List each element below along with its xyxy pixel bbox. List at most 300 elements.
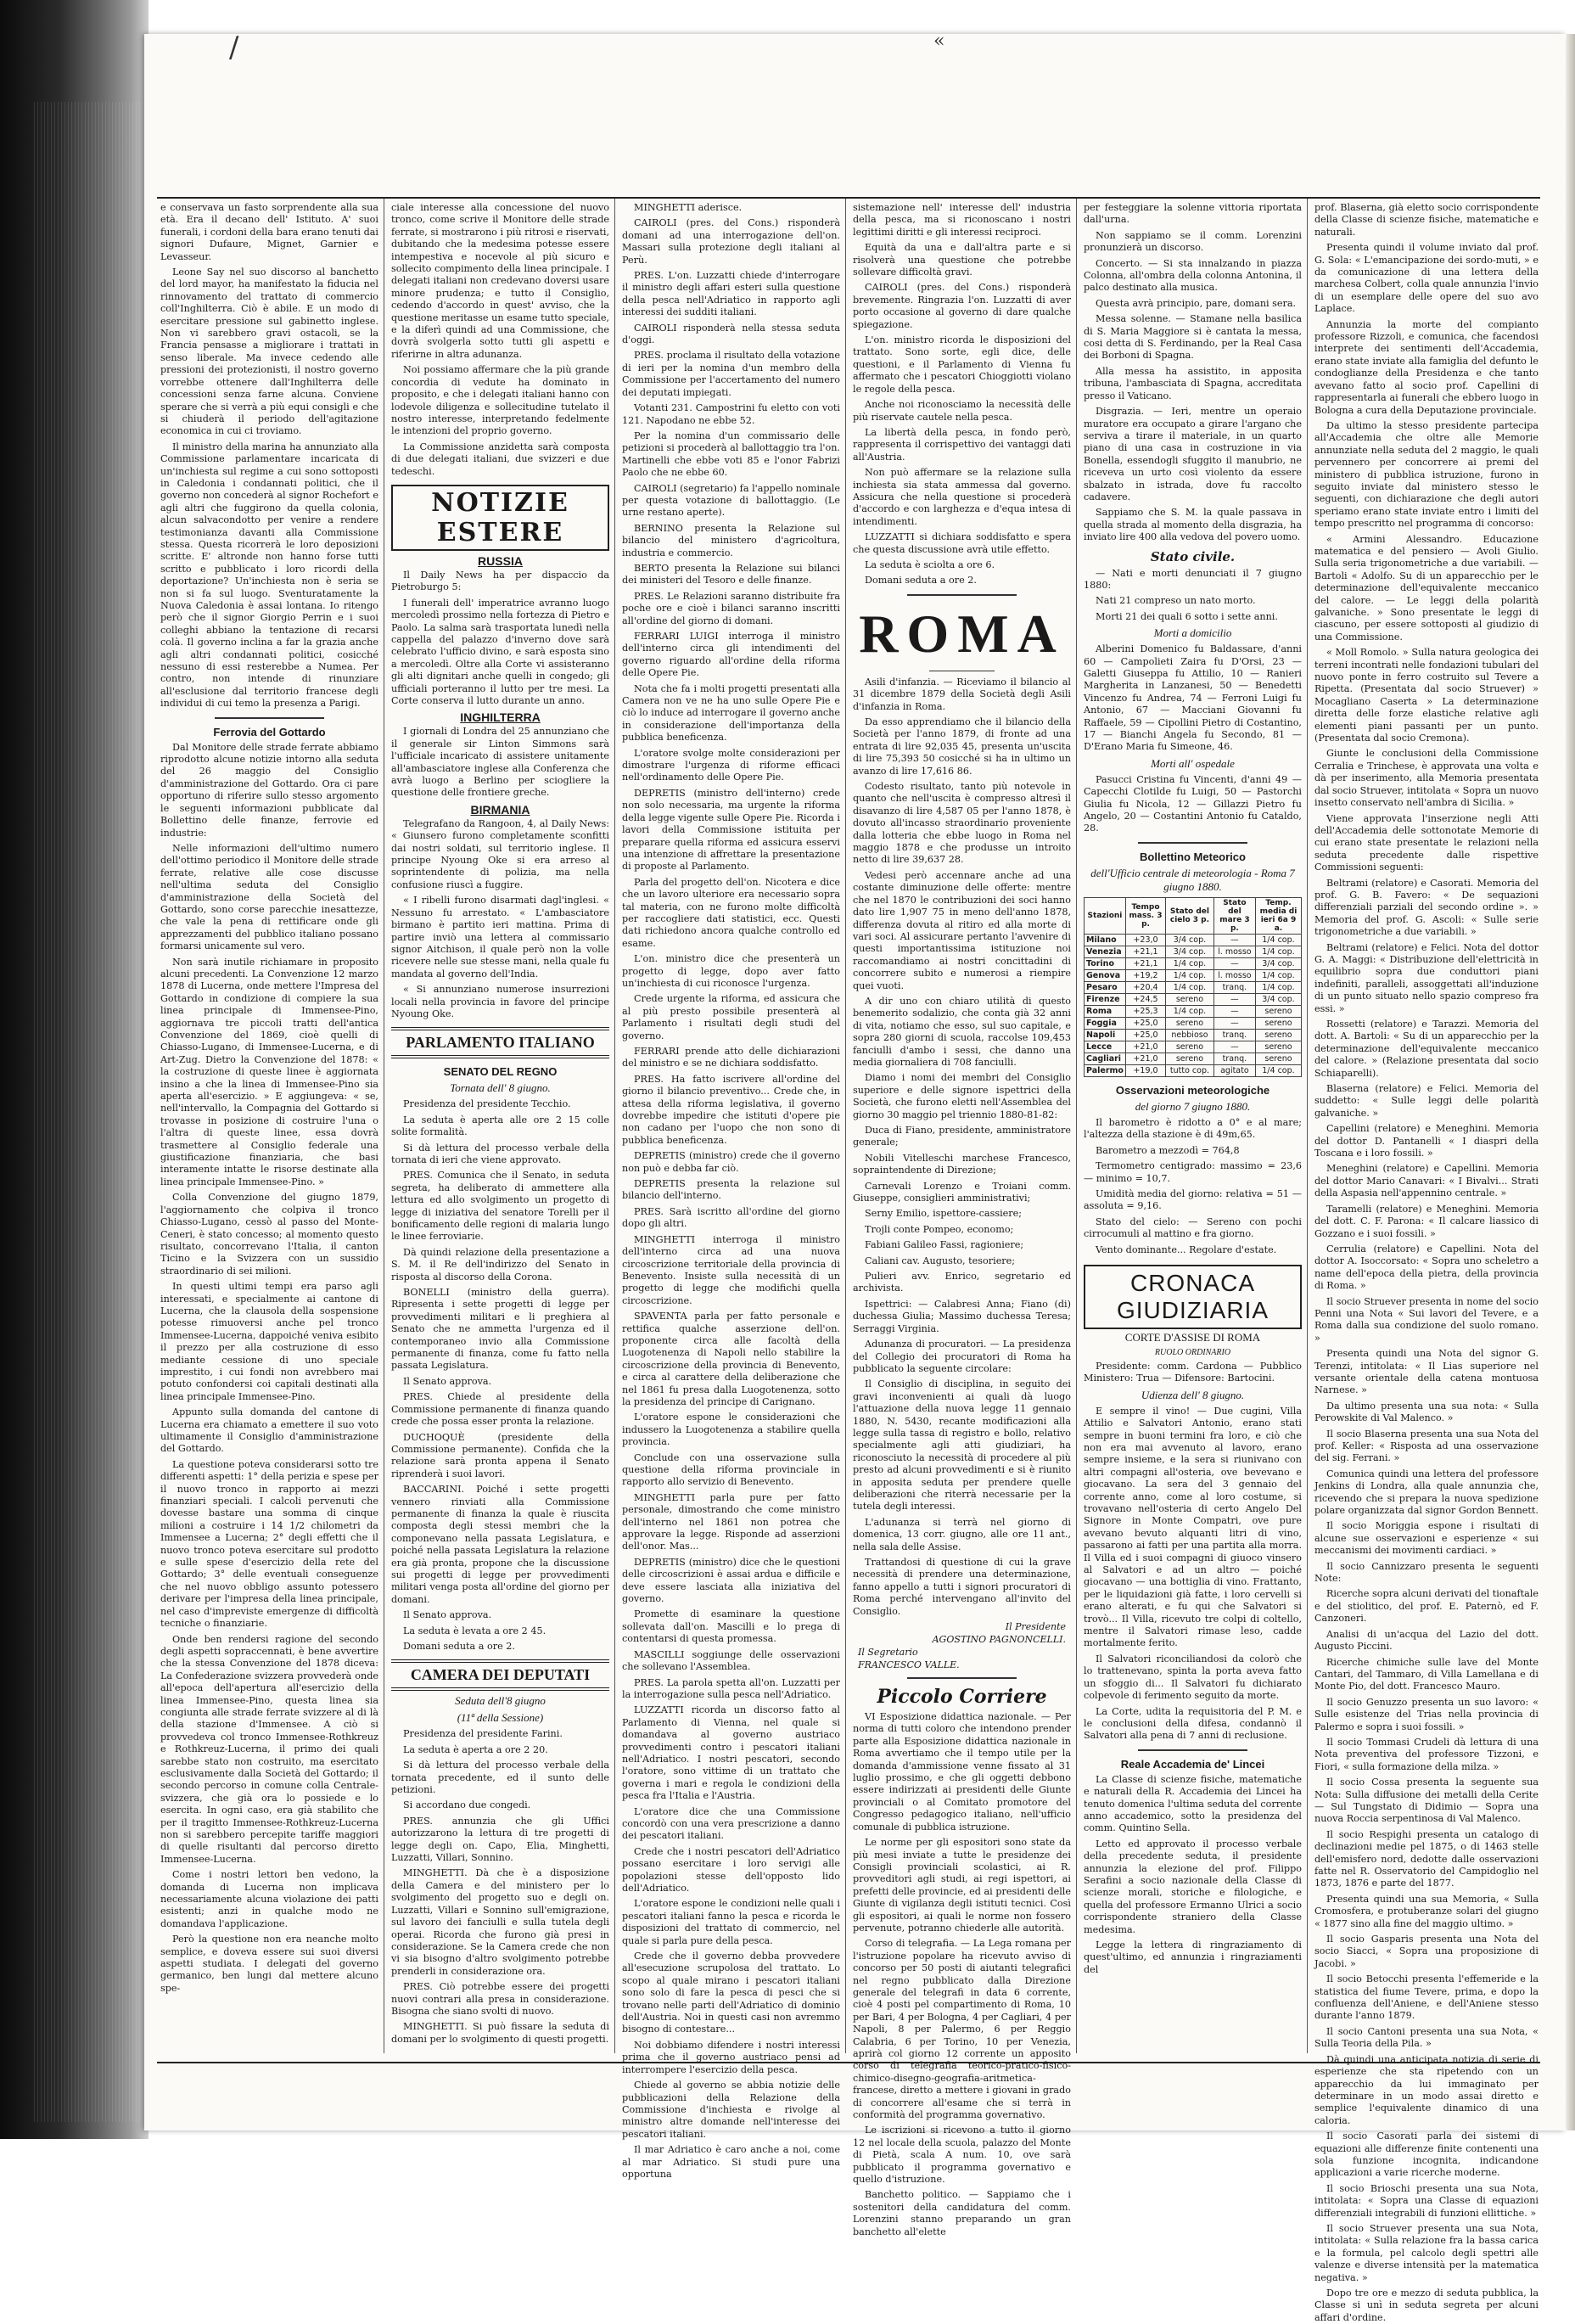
table-row xyxy=(1085,1029,1302,1041)
table-row xyxy=(1085,1053,1302,1064)
paragraph: DEPRETIS (ministro) dice che le questioni delle circoscrizioni è assai ardua e difficile e deve essere lasciata alla iniziativa del governo. xyxy=(622,1556,840,1605)
paragraph: Noi possiamo affermare che la più grande concordia di vedute ha dominato in proposito, e che i delegati italiani hanno con lodevole diligenza e sollecitudine tutelato il nostro interesse, interpretando fedelmente le intenzioni del proprio governo. xyxy=(391,364,609,437)
paragraph: Concerto. — Si sta innalzando in piazza Colonna, all'ombra della colonna Antonina, il palco destinato alla musica. xyxy=(1084,257,1302,294)
paragraph: Crede urgente la riforma, ed assicura che al più presto possibile presenterà al Parlamento i risultati degli studi del governo. xyxy=(622,993,840,1041)
paragraph: Presidente: comm. Cardona — Pubblico Ministero: Trua — Difensore: Bartocini. xyxy=(1084,1360,1302,1384)
paragraph: Leone Say nel suo discorso al banchetto del lord mayor, ha manifestato la fiducia nel rinnovamento del trattato di commercio coll'Inghilterra. Ciò è abile. E un modo di esercitare pressione sul gabinetto inglese. Non vi sarebbero gravi ostacoli, se la Francia pensasse a migliorare i trattati in senso liberale. Ma invece cedendo alle pressioni dei protezionisti, il nostro governo vorrebbe ottenere dall'Inghilterra delle concessioni senza farne alcuna. Conviene sperare che si verrà a più equi consigli e che si chiuderà il periodo dell'agitazione economica in cui ci troviamo. xyxy=(160,267,378,437)
paragraph: MINGHETTI. Si può fissare la seduta di domani per lo svolgimento di questi progetti. xyxy=(391,2021,609,2045)
paragraph: Presidenza del presidente Tecchio. xyxy=(403,1098,571,1110)
table-cell: tranq. xyxy=(1213,981,1255,993)
table-cell: +20,4 xyxy=(1125,981,1165,993)
paragraph: Da ultimo presenta una sua nota: « Sulla Perowskite di Val Malenco. » xyxy=(1314,1400,1539,1424)
paragraph: Pulieri avv. Enrico, segretario ed archivista. xyxy=(853,1271,1071,1294)
paragraph: Nelle informazioni dell'ultimo numero dell'ottimo periodico il Monitore delle strade ferrate, relative alle cose discusse nell'ultima seduta del Consiglio d'amministrazione della Società del Gottardo, sono corse parecchie inesattezze, che vale la pena di rettificare onde gli apprezzamenti del pubblico italiano possano formarsi unicamente sul vero. xyxy=(160,842,378,952)
paragraph: Onde ben rendersi ragione del secondo degli aspetti sopraccennati, è bene avvertire che la stessa Convenzione del 1878 diceva: La Confederazione svizzera provvederà onde all'epoca dell'apertura all'esercizio della linea Immensee-Pino, questa linea sia congiunta alle strade ferrate svizzere al di là della stazione d'Immensee. A ciò si provvedeva col tronco Immensee-Rothkreuz e Rothkreuz-Lucerna, il primo dei quali sarebbe stato non costruito, ma esercitato esclusivamente dalla Società del Gottardo; il secondo percorso in comune colla Centrale-svizzera, che già ora lo possiede e lo esercita. In ogni caso, era già stabilito che per il tragitto Immensee-Rothkreuz-Lucerna non si sarebbero percepite tariffe maggiori di quelle risultanti dal percorso diretto Immensee-Lucerna. xyxy=(160,1633,378,1865)
paragraph: FERRARI LUIGI interroga il ministro dell'interno circa gli intendimenti del governo riguardo all'ordine della riforma delle Opere Pie. xyxy=(622,631,840,679)
section-heading-parlamento: PARLAMENTO ITALIANO xyxy=(391,1027,609,1058)
court-name: CORTE D'ASSISE DI ROMA xyxy=(1124,1330,1261,1344)
session-date: Tornata dell' 8 giugno. xyxy=(450,1081,551,1095)
paragraph: DEPRETIS presenta la relazione sul bilancio dell'interno. xyxy=(622,1178,840,1202)
paragraph: Messa solenne. — Stamane nella basilica di S. Maria Maggiore si è cantata la messa, cosi detta di S. Ferdinando, per la Real Casa dei Borboni di Spagna. xyxy=(1084,313,1302,362)
paragraph: « Si annunziano numerose insurrezioni locali nella provincia in favore del principe Nyoung Oke. xyxy=(391,984,609,1019)
paragraph: CAIROLI (pres. del Cons.) risponderà brevemente. Ringrazia l'on. Luzzatti di aver porto occasione al governo di dare qualche spiegazione. xyxy=(853,282,1071,330)
paragraph: PRES. La parola spetta all'on. Luzzatti per la interrogazione sulla pesca nell'Adriatico. xyxy=(622,1676,840,1700)
table-cell: — xyxy=(1213,934,1255,946)
table-cell: Roma xyxy=(1085,1005,1126,1017)
paragraph: L'on. ministro dice che presenterà un progetto di legge, dopo aver fatto un'inchiesta di cui riconosce l'urgenza. xyxy=(622,953,840,989)
paragraph: per festeggiare la solenne vittoria riportata dall'urna. xyxy=(1084,202,1302,226)
paragraph: A dir uno con chiaro utilità di questo benemerito sodalizio, che conta già 32 anni di vita, notiamo che esso, sul suo capitale, e sopra 280 giorni di scuola, raccolse 109,453 fanciulli d'ambo i sessi, che danno una media giornaliera di 708 fanciulli. xyxy=(853,995,1071,1068)
paragraph: Da ultimo la stesso presidente partecipa all'Accademia che oltre alle Memorie annunziate nella seduta del 2 maggio, le quali pervennero per concorrere ai premi del ministero di pubblica istruzione, furono in seguito inviate dal ministero stesso le seguenti, con dichiarazione che degli autori speriamo erano state inviate entro i limiti del tempo prescritto nel programma di concorso: xyxy=(1314,419,1539,530)
paragraph: Fabiani Galileo Fassi, ragioniere; xyxy=(865,1239,1024,1251)
signature-title: Il Presidente xyxy=(1005,1621,1066,1633)
pencil-mark-left: / xyxy=(229,31,239,65)
paragraph: Dal Monitore delle strade ferrate abbiamo riprodotto alcune notizie intorno alla seduta del 26 maggio del Consiglio d'amministrazione del Gottardo. Ora ci pare opportuno di riferire sullo stesso argomento le seguenti informazioni pubblicate dal Bollettino delle finanze, ferrovie ed industrie: xyxy=(160,741,378,839)
table-cell: Torino xyxy=(1085,957,1126,969)
paragraph: DUCHOQUÈ (presidente della Commissione permanente). Confida che la relazione sarà pronta appena il Senato riprenderà i suoi lavori. xyxy=(391,1431,609,1479)
separator xyxy=(907,1677,1017,1679)
paragraph: LUZZATTI si dichiara soddisfatto e spera che questa discussione avrà utile effetto. xyxy=(853,531,1071,555)
paragraph: Il socio Gasparis presenta una Nota del socio Siacci, « Sopra una proposizione di Jacobi. » xyxy=(1314,1934,1539,1969)
table-header-row xyxy=(1085,897,1302,934)
paragraph: Chiede al governo se abbia notizie delle pubblicazioni della Relazione della Commissione d'inchiesta e rivolge al ministro altre domande nell'interesse dei pescatori italiani. xyxy=(622,2080,840,2140)
section-heading-roma: ROMA xyxy=(859,603,1065,664)
paragraph: Nati 21 compreso un nato morto. xyxy=(1096,595,1256,607)
paragraph: Questa avrà principio, pare, domani sera. xyxy=(1096,297,1297,309)
table-row xyxy=(1085,934,1302,946)
pencil-mark-right: « xyxy=(933,31,945,52)
table-cell: Milano xyxy=(1085,934,1126,946)
table-cell: nebbioso xyxy=(1166,1029,1214,1041)
table-cell: +21,0 xyxy=(1125,1053,1165,1064)
table-row xyxy=(1085,1064,1302,1076)
paragraph: Viene approvata l'inserzione negli Atti dell'Accademia delle sottonotate Memorie di cui erano state presentate le relazioni nella seduta precedente dalle rispettive Commissioni seguenti: xyxy=(1314,812,1539,873)
table-cell: — xyxy=(1213,1005,1255,1017)
paragraph: Asili d'infanzia. — Riceviamo il bilancio al 31 dicembre 1879 della Società degli Asili d'infanzia in Roma. xyxy=(853,676,1071,712)
column-2 xyxy=(388,199,611,2053)
paragraph: Il socio Casorati parla dei sistemi di equazioni alle differenze finite contenenti una sola funzione incognita, indicandone applicazioni a varie ricerche moderne. xyxy=(1314,2130,1539,2179)
paragraph: La seduta è aperta a ore 2 20. xyxy=(403,1743,548,1755)
table-header: Temp. media di ieri 6a 9 a. xyxy=(1255,897,1301,934)
paragraph: I funerali dell' imperatrice avranno luogo mercoledì prossimo nella fortezza di Pietro e Paolo. La salma sarà trasportata lunedì nella cappella del palazzo d'inverno dove sarà celebrato l'ufficio divino, e sarà esposta sino a mercoledì. Oltre alla Corte vi assisteranno gli alti dignitari anche quelli in congedo; gli ufficiali porteranno il lutto per tre mesi. La Corte conserva il lutto durante un anno. xyxy=(391,597,609,706)
paragraph: Ricerche sopra alcuni derivati del tionaftale e del stiolitico, del prof. E. Paternò, ed F. Canzoneri. xyxy=(1314,1588,1539,1625)
paragraph: Presidenza del presidente Farini. xyxy=(403,1728,563,1740)
table-cell: sereno xyxy=(1166,1053,1214,1064)
table-header: Stazioni xyxy=(1085,897,1126,934)
paragraph: MINGHETTI. Dà che è a disposizione della Camera e del ministero per lo svolgimento del progetto suo e degli on. Luzzatti, Villari e Sonnino sull'emigrazione, sul lavoro dei fanciulli e sulla tutela degli operai. Ricorda che furono già presi in considerazione. Se la Camera crede che non vi sia bisogno d'altro svolgimento potrebbe prenderli in considerazione ora. xyxy=(391,1867,609,1977)
paragraph: Nota che fa i molti progetti presentati alla Camera non ve ne ha uno sulle Opere Pie e ciò lo induce ad interrogare il governo anche in considerazione dell'importanza della pubblica beneficenza. xyxy=(622,682,840,744)
table-row xyxy=(1085,993,1302,1005)
table-cell: tutto cop. xyxy=(1166,1064,1214,1076)
column-3 xyxy=(619,199,842,2180)
paragraph: Trojli conte Pompeo, economo; xyxy=(865,1223,1014,1235)
table-cell: sereno xyxy=(1166,1041,1214,1053)
paragraph: Alberini Domenico fu Baldassare, d'anni 60 — Campolieti Zaira fu D'Orsi, 23 — Galetti Giuseppa fu Attilio, 10 — Ranieri Margherita in Lanzanesi, 50 — Benedetti Vincenzo fu Andrea, 74 — Ferroni Luigi fu Antonio, 67 — Macciani Giovanni fu Raffaele, 59 — Cipollini Pietro di Costantino, 17 — Bianchi Angela fu Secondo, 81 — D'Erano Maria fu Simeone, 46. xyxy=(1084,643,1302,753)
column-4 xyxy=(849,199,1073,2237)
table-cell: +25,3 xyxy=(1125,1005,1165,1017)
paragraph: PRES. Ha fatto iscrivere all'ordine del giorno il bilancio preventivo... Crede che, in attesa della riforma legislativa, il governo dovrebbe impedire che istituti d'opere pie non cadano per l'uopo che non sono di pubblica beneficenza. xyxy=(622,1073,840,1146)
paragraph: La Commissione anzidetta sarà composta di due delegati italiani, due svizzeri e due tedeschi. xyxy=(391,441,609,477)
paragraph: Il socio Blaserna presenta una sua Nota del prof. Keller: « Risposta ad una osservazione del sig. Ferrani. » xyxy=(1314,1428,1539,1464)
paragraph: La Classe di scienze fisiche, matematiche e naturali della R. Accademia dei Lincei ha tenuto domenica l'ultima seduta del corrente anno accademico, sotto la presidenza del comm. Quintino Sella. xyxy=(1084,1773,1302,1834)
paragraph: Blaserna (relatore) e Felici. Memoria del suddetto: « Sulle leggi delle polarità galvaniche. » xyxy=(1314,1083,1539,1119)
paragraph: Caliani cav. Augusto, tesoriere; xyxy=(865,1255,1016,1266)
subheading-morti-ospedale: Morti all' ospedale xyxy=(1151,756,1235,770)
paragraph: DEPRETIS (ministro) crede che il governo non può e debba far ciò. xyxy=(622,1150,840,1174)
table-header: Stato del cielo 3 p. xyxy=(1166,897,1214,934)
paragraph: La seduta è sciolta a ore 6. xyxy=(865,559,995,570)
table-row xyxy=(1085,981,1302,993)
table-cell: Palermo xyxy=(1085,1064,1126,1076)
paragraph: La seduta è levata a ore 2 45. xyxy=(403,1625,546,1636)
table-cell: +19,0 xyxy=(1125,1064,1165,1076)
paragraph: Duca di Fiano, presidente, amministratore generale; xyxy=(853,1125,1071,1148)
table-cell: — xyxy=(1213,957,1255,969)
paragraph: Il socio Cantoni presenta una sua Nota, « Sulla Teoria della Pila. » xyxy=(1314,2025,1539,2050)
paragraph: Il socio Cannizzaro presenta le seguenti Note: xyxy=(1314,1560,1539,1585)
table-cell: Napoli xyxy=(1085,1029,1126,1041)
paragraph: BERNINO presenta la Relazione sul bilancio del ministero d'agricoltura, industria e commercio. xyxy=(622,522,840,559)
page-right-edge xyxy=(1567,34,1575,2130)
paragraph: Però la questione non era neanche molto semplice, e doveva essere sui suoi diversi aspetti studiata. I delegati del governo germanico, ben lungi dal mettere alcuno spe- xyxy=(160,1934,378,1994)
paragraph: Il ministro della marina ha annunziato alla Commissione parlamentare incaricata di un'inchiesta sul regime a cui sono sottoposti in Caledonia i condannati politici, che il governo non concederà al signor Rochefort e agli altri che fuggirono da quella colonia, alcun salvacondotto per venire a rendere testimonianza davanti alla Commissione stessa. Questa ricorrerà le loro deposizioni scritte. E' altronde non hanno forse tutti scritto e pubblicato i loro ricordi della deportazione? Un'inchiesta non è seria se non si fa sul luogo. Sventuratamente la Nuova Caledonia è assai lontana. Io ritengo però che il signor Giorgio Perrin e i suoi colleghi abbiano la tentazione di recarsi colà. Il governo inclina a far la grazia anche agli altri condannati politici, cosicché nessuno di essi resterebbe a Numea. Per contro, non intende di rinunziare all'esclusione dal territorio francese degli individui di cui temo la presenza a Parigi. xyxy=(160,441,378,710)
paragraph: PRES. Sarà iscritto all'ordine del giorno dopo gli altri. xyxy=(622,1205,840,1230)
table-cell: 3/4 cop. xyxy=(1255,957,1301,969)
paragraph: « I ribelli furono disarmati dagl'inglesi. « Nessuno fu arrestato. « L'ambasciatore birmano è partito ieri mattina. Prima di partire inviò una lettera al commissario signor Aitchison, il quale però non la volle ricevere nelle sue stesse mani, nella quale fu mandata al governo dell'India. xyxy=(391,895,609,980)
paragraph: Conclude con una osservazione sulla questione della riforma provinciale in rapporto allo servizio di Benevento. xyxy=(622,1451,840,1488)
paragraph: Alla messa ha assistito, in apposita tribuna, l'ambasciata di Spagna, accreditata presso il Vaticano. xyxy=(1084,365,1302,401)
paragraph: PRES. Le Relazioni saranno distribuite fra poche ore e cioè i bilanci saranno inscritti all'ordine del giorno di domani. xyxy=(622,590,840,626)
section-heading-camera: CAMERA DEI DEPUTATI xyxy=(391,1659,609,1691)
court-roll: RUOLO ORDINARIO xyxy=(1154,1347,1231,1357)
paragraph: Stato del cielo: — Sereno con pochi cirrocumuli al mattino e fra giorno. xyxy=(1084,1215,1302,1240)
column-rule xyxy=(845,199,846,2053)
paragraph: Domani seduta a ore 2. xyxy=(403,1641,515,1652)
paragraph: Vento dominante... Regolare d'estate. xyxy=(1096,1243,1277,1255)
subheading-morti-domicilio: Morti a domicilio xyxy=(1153,626,1232,640)
paragraph: Letto ed approvato il processo verbale della precedente seduta, il presidente annunzia la elezione del prof. Filippo Serafini a socio nazionale della Classe di scienze morali, storiche e filologiche, e quella del professore Ermanno Ulrici a socio corrispondente straniero della Classe medesima. xyxy=(1084,1838,1302,1935)
paragraph: « Moll Romolo. » Sulla natura geologica dei terreni incontrati nelle fondazioni tubulari del nuovo ponte in ferro costruito sul Tevere a Ripetta. (Presentata dal socio Struever) » Mocagliano Caserta » La determinazione diretta delle forze elastiche relative agli elementi piani passanti per un punto. (Presentata dal socio Cremona). xyxy=(1314,647,1539,744)
table-cell: 1/4 cop. xyxy=(1166,969,1214,981)
column-5 xyxy=(1080,199,1303,2053)
paragraph: L'adunanza si terrà nel giorno di domenica, 13 corr. giugno, alle ore 11 ant., nella sala delle Assise. xyxy=(853,1516,1071,1552)
table-cell: — xyxy=(1213,1041,1255,1053)
paragraph: Corso di telegrafia. — La Lega romana per l'istruzione popolare ha ricevuto avviso di concorso per 50 posti di aiutanti telegrafici nel regno pubblicato dalla Direzione generale del telegrafi in data 6 corrente, cioè 4 posti pel compartimento di Roma, 10 per Bari, 4 per Bologna, 4 per Cagliari, 4 per Napoli, 8 per Palermo, 6 per Reggio Calabria, 6 per Torino, 10 per Venezia, aprirà col giorno 12 corrente un apposito corso di telegrafia teorico-pratico-fisico-chimico-disegno-geografia-aritmetica-francese, diretto a mettere i giovani in grado di concorrere all'esame che si terrà in conformità del programma governativo. xyxy=(853,1938,1071,2121)
table-cell: 1/4 cop. xyxy=(1255,981,1301,993)
paragraph: Termometro centigrado: massimo = 23,6 — minimo = 10,7. xyxy=(1084,1160,1302,1184)
paragraph: MINGHETTI parla pure per fatto personale, dimostrando che come ministro dell'interno nel 1861 non potrea che approvare la legge. Risponde ad asserzioni dell'onor. Mas... xyxy=(622,1491,840,1552)
paragraph: Il socio Genuzzo presenta un suo lavoro: « Sulle esistenze del Trias nella provincia di Palermo e sopra i suoi fossili. » xyxy=(1314,1696,1539,1732)
paragraph: CAIROLI risponderà nella stessa seduta d'oggi. xyxy=(622,322,840,346)
column-rule xyxy=(1076,199,1077,2053)
paragraph: BACCARINI. Poiché i sette progetti vennero rinviati alla Commissione permanente di finanza la quale è riuscita composta degli stessi membri che la componevano nella passata Legislatura, e poiché nella passata Legislatura la relazione era già pronta, propone che la discussione sui progetti di legge per provvedimenti militari venga posta all'ordine del giorno per domani. xyxy=(391,1484,609,1605)
subheading-birmania: BIRMANIA xyxy=(470,802,530,817)
paragraph: Crede che il governo debba provvedere all'esecuzione scrupolosa del trattato. Lo scopo al quale mirano i pescatori italiani sono solo di fare la pesca di pesci che si trovano nelle parti dell'Adriatico di dominio dell'Austria. Noi in questi casi non avremmo bisogno di contestare... xyxy=(622,1951,840,2035)
paragraph: Non può affermare se la relazione sulla inchiesta sia stata ammessa dal governo. Assicura che nella questione si procederà d'accordo e con larghezza e d'equa intesa di intendimenti. xyxy=(853,467,1071,527)
paragraph: MASCILLI soggiunge delle osservazioni che sollevano l'Assemblea. xyxy=(622,1648,840,1673)
paragraph: Il socio Cossa presenta la seguente sua Nota: Sulla diffusione dei metalli della Cerite — Sul Tungstato di Didimio — Sopra una nuova Roccia serpentinosa di Val Malenco. xyxy=(1314,1777,1539,1825)
paragraph: Domani seduta a ore 2. xyxy=(865,575,977,587)
paragraph: La seduta è aperta alle ore 2 15 colle solite formalità. xyxy=(391,1114,609,1138)
paragraph: Beltrami (relatore) e Felici. Nota del dottor G. A. Maggi: « Distribuzione dell'elettricità in equilibrio sopra due conduttori piani indefiniti, paralleli, assoggettati all'induzione di un punto situato nello spazio compreso fra essi. » xyxy=(1314,941,1539,1014)
subheading-inghilterra: INGHILTERRA xyxy=(460,710,541,725)
table-cell: Firenze xyxy=(1085,993,1126,1005)
paragraph: Banchetto politico. — Sappiamo che i sostenitori della candidatura del comm. Lorenzini stanno preparando un gran banchetto all'elette xyxy=(853,2189,1071,2237)
paragraph: L'oratore svolge molte considerazioni per dimostrare l'urgenza di riforme efficaci nell'ordinamento delle Opere Pie. xyxy=(622,747,840,783)
paragraph: sistemazione nell' interesse dell' industria della pesca, ma si riconoscano i nostri legittimi diritti e gli interessi reciproci. xyxy=(853,202,1071,238)
table-cell: 1/4 cop. xyxy=(1255,1064,1301,1076)
paragraph: Ricerche chimiche sulle lave del Monte Cantari, del Tammaro, di Villa Lamellana e di Monte Pio, del dott. Francesco Mauro. xyxy=(1314,1656,1539,1692)
table-cell: sereno xyxy=(1255,1041,1301,1053)
table-cell: 1/4 cop. xyxy=(1255,934,1301,946)
separator xyxy=(215,717,324,719)
paragraph: FERRARI prende atto delle dichiarazioni del ministro e se ne dichiara soddisfatto. xyxy=(622,1046,840,1069)
paragraph: Promette di esaminare la questione sollevata dall'on. Mascilli e lo prega di contentarsi di questa promessa. xyxy=(622,1608,840,1645)
table-cell: Venezia xyxy=(1085,946,1126,957)
paragraph: Non sappiamo se il comm. Lorenzini pronunzierà un discorso. xyxy=(1084,229,1302,254)
paragraph: Analisi di un'acqua del Lazio del dott. Augusto Piccini. xyxy=(1314,1628,1539,1653)
paragraph: Presenta quindi una sua Memoria, « Sulla Cromosfera, e protuberanze solari del giugno « 1877 sino alla fine del maggio ultimo. » xyxy=(1314,1893,1539,1929)
table-cell: sereno xyxy=(1166,993,1214,1005)
table-cell: +21,0 xyxy=(1125,1041,1165,1053)
paragraph: Serny Emilio, ispettore-cassiere; xyxy=(865,1208,1023,1220)
paragraph: LUZZATTI ricorda un discorso fatto al Parlamento di Vienna, nel quale si domandava al governo austriaco provvedimenti contro i pescatori italiani nell'Adriatico. I nostri pescatori, secondo l'oratore, sono vittime di un trattato che governa i mari e regola le condizioni della pesca fra l'Italia e l'Austria. xyxy=(622,1704,840,1802)
table-row xyxy=(1085,1041,1302,1053)
section-heading-osservazioni: Osservazioni meteorologiche xyxy=(1115,1083,1270,1097)
section-heading-bollettino: Bollettino Meteorico xyxy=(1140,850,1246,863)
table-cell: sereno xyxy=(1255,1017,1301,1029)
paragraph: Dà quindi relazione della presentazione a S. M. il Re dell'indirizzo del Senato in risposta al discorso della Corona. xyxy=(391,1246,609,1283)
table-cell: tranq. xyxy=(1213,1053,1255,1064)
paragraph: BONELLI (ministro della guerra). Ripresenta i sette progetti di legge per provvedimenti militari e li preghiera al Senato che ne ammetta l'urgenza ed il contemporaneo invio alla Commissione permanente di finanza, come fu fatto nella passata Legislatura. xyxy=(391,1287,609,1372)
signature-name: FRANCESCO VALLE. xyxy=(858,1659,960,1671)
table-cell: agitato xyxy=(1213,1064,1255,1076)
subheading-russia: RUSSIA xyxy=(478,553,523,568)
paragraph: Capellini (relatore) e Meneghini. Memoria del dottor D. Pantanelli « I diaspri della Toscana e i loro fossili. » xyxy=(1314,1123,1539,1159)
hearing-date: Udienza dell' 8 giugno. xyxy=(1141,1388,1245,1401)
paragraph: L'on. ministro ricorda le disposizioni del trattato. Sono sorte, egli dice, delle questioni, e il Parlamento di Vienna fu affermato che i pescatori Chioggiotti violano le regole della pesca. xyxy=(853,334,1071,395)
paragraph: Vedesi però accennare anche ad una costante diminuzione delle offerte: mentre che nel 1870 le contribuzioni dei soci hanno dato lire 1,907 75 in meno dell'anno 1878, differenza dovuta al ritiro ed alla morte di vari soci. Al assicurare pertanto l'avvenire di questi importantissima istituzione noi raccomandiamo ai nostri concittadini di concorrere subito e numerosi a riempire quei vuoti. xyxy=(853,869,1071,991)
paragraph: Trattandosi di questione di cui la grave necessità di prendere una determinazione, fanno appello a tutti i signori procuratori di Roma perché intervengano all'invito del Consiglio. xyxy=(853,1557,1071,1617)
paragraph: PRES. Chiede al presidente della Commissione permanente di finanza quando crede che possa esser pronta la relazione. xyxy=(391,1391,609,1428)
paragraph: Annunzia la morte del compianto professore Rizzoli, e comunica, che facendosi interprete dei sentimenti dell'Accademia, erano state inviate alla famiglia del defunto le condoglianze della Presidenza e che tanto avevano fatto al socio prof. Capellini di rappresentarla ai funerali che ebbero luogo in Bologna a cura della Deputazione provinciale. xyxy=(1314,318,1539,416)
paragraph: Il socio Struever presenta in nome del socio Penni una Nota « Sui lavori del Tevere, e a Roma dalla sua condizione del suolo romano. » xyxy=(1314,1295,1539,1344)
paragraph: PRES. L'on. Luzzatti chiede d'interrogare il ministro degli affari esteri sulla questione della pesca nell'Adriatico in rapporto agli interessi dei sudditi italiani. xyxy=(622,270,840,318)
paragraph: Il socio Struever presenta una sua Nota, intitolata: « Sulla relazione fra la bassa carica e la formula, pel calcolo degli spettri alle valenze e diverse intensità per la matematica negativa. » xyxy=(1314,2222,1539,2283)
paragraph: Il Daily News ha per dispaccio da Pietroburgo 5: xyxy=(391,569,609,593)
paragraph: Il socio Brioschi presenta una sua Nota, intitolata: « Sopra una Classe di equazioni differenziali integrabili di funzioni ellittiche. » xyxy=(1314,2182,1539,2219)
signature-title: Il Segretario xyxy=(858,1647,918,1659)
paragraph: Carnevali Lorenzo e Troiani comm. Giuseppe, consiglieri amministrativi; xyxy=(853,1180,1071,1204)
paragraph: MINGHETTI interroga il ministro dell'interno circa ad una nuova circoscrizione territoriale della provincia di Benevento. Insiste sulla necessità di un progetto di legge che modifichi quella circoscrizione. xyxy=(622,1233,840,1306)
table-cell: tranq. xyxy=(1213,1029,1255,1041)
paragraph: Si dà lettura del processo verbale della tornata di ieri che viene approvato. xyxy=(391,1142,609,1165)
page-stack-edges xyxy=(34,102,140,2122)
paragraph: e conservava un fasto sorprendente alla sua età. Era il decano dell' Istituto. A' suoi funerali, i cordoni della bara erano tenuti dai signori Dufaure, Mignet, Garnier e Levasseur. xyxy=(160,202,378,262)
paragraph: PRES. Ciò potrebbe essere dei progetti nuovi contrari alla presa in considerazione. Bisogna che siano svolti di nuovo. xyxy=(391,1981,609,2017)
table-cell: 1/4 cop. xyxy=(1255,969,1301,981)
paragraph: Pasucci Cristina fu Vincenti, d'anni 49 — Capecchi Clotilde fu Luigi, 50 — Pastorchi Giulia fu Nicola, 12 — Gillazzi Pietro fu Angelo, 20 — Costantini Antonio fu Cataldo, 28. xyxy=(1084,773,1302,834)
paragraph: Votanti 231. Campostrini fu eletto con voti 121. Napodano ne ebbe 52. xyxy=(622,402,840,426)
table-cell: Genova xyxy=(1085,969,1126,981)
table-cell: +25,0 xyxy=(1125,1017,1165,1029)
paragraph: Le iscrizioni si ricevono a tutto il giorno 12 nel locale della scuola, palazzo del Monte di Pietà, scala A num. 10, ove sarà pubblicato il programma governativo e quello d'istruzione. xyxy=(853,2125,1071,2186)
bollettino-source: dell'Ufficio centrale di meteorologia - Roma 7 giugno 1880. xyxy=(1090,866,1295,893)
table-row xyxy=(1085,1005,1302,1017)
paragraph: Parla del progetto dell'on. Nicotera e dice che un lavoro ulteriore era necessario sopra tal materia, con ne furono molte difficoltà per raccogliere dati statistici, ecc. Questi dati richiedono ancora qualche controllo ed esame. xyxy=(622,876,840,949)
table-cell: +23,0 xyxy=(1125,934,1165,946)
paragraph: CAIROLI (segretario) fa l'appello nominale per questa votazione di ballottaggio. (Le urne restano aperte). xyxy=(622,482,840,519)
paragraph: PRES. annunzia che gli Uffici autorizzarono la lettura di tre progetti di legge degli on. Capo, Elia, Minghetti, Luzzatti, Villari, Sonnino. xyxy=(391,1815,609,1864)
paragraph: L'oratore dice che una Commissione concordò con una vera prescrizione a danno dei pescatori italiani. xyxy=(622,1805,840,1842)
section-heading-accademia: Reale Accademia de' Lincei xyxy=(1120,1757,1265,1771)
paragraph: Il Senato approva. xyxy=(403,1609,492,1621)
paragraph: PRES. Comunica che il Senato, in seduta segreta, ha deliberato di ammettere alla lettura ed allo svolgimento un progetto di legge di iniziativa del senatore Torelli per il bonificamento delle regioni di malaria lungo le linee ferroviarie. xyxy=(391,1170,609,1243)
table-row xyxy=(1085,957,1302,969)
paragraph: Colla Convenzione del giugno 1879, l'aggiornamento che colpiva il tronco Chiasso-Lugano, cessò al passo del Monte-Ceneri, è stato concesso; al momento questo risultato, concorrevano l'Italia, il canton Ticino e la Svizzera con un sussidio straordinario di sei milioni. xyxy=(160,1192,378,1277)
paragraph: VI Esposizione didattica nazionale. — Per norma di tutti coloro che intendono prender parte alla Esposizione didattica nazionale in Roma avvertiamo che il tempo utile per la domanda d'ammissione venne fissato al 31 luglio prossimo, e che gli oggetti debbono essere indirizzati ai presidenti delle Giunte provinciali o al Comitato promotore del Congresso pedagogico italiano, nell'ufficio comunale di pubblica istruzione. xyxy=(853,1711,1071,1833)
table-row xyxy=(1085,946,1302,957)
paragraph: Barometro a mezzodì = 764,8 xyxy=(1096,1144,1240,1156)
paragraph: CAIROLI (pres. del Cons.) risponderà domani ad una interrogazione dell'on. Massari sulla protezione degli italiani al Perù. xyxy=(622,217,840,266)
section-heading-notizie-estere: NOTIZIE ESTERE xyxy=(391,485,609,551)
weather-table xyxy=(1084,897,1302,1077)
table-cell: l. mosso xyxy=(1213,969,1255,981)
paragraph: Il Consiglio di disciplina, in seguito dei gravi inconvenienti ai quali dà luogo l'attuazione della nuova legge 11 gennaio 1880, N. 5430, recante modificazioni alla legge sulla tassa di registro e bollo, relativo specialmente agli atti giudiziari, ha riconosciuto la necessità di procedere al più presto ad alcuni provvedimenti e si è riunito in apposita seduta per prendere quelle deliberazioni che riterrà necessarie per la tutela degli interessi. xyxy=(853,1378,1071,1513)
paragraph: BERTO presenta la Relazione sui bilanci dei ministeri del Tesoro e delle finanze. xyxy=(622,562,840,587)
paragraph: Legge la lettera di ringraziamento di quest'ultimo, ed annunzia i ringraziamenti del xyxy=(1084,1939,1302,1975)
paragraph: Il socio Betocchi presenta l'effemeride e la statistica del fiume Tevere, prima, e dopo la confluenza dell'Aniene, e dell'Aniene stesso durante l'anno 1879. xyxy=(1314,1973,1539,2022)
separator xyxy=(1138,1749,1247,1751)
paragraph: Come i nostri lettori ben vedono, la domanda di Lucerna non implicava necessariamente alcuna violazione dei patti esistenti; anzi in qualche modo ne domandava l'applicazione. xyxy=(160,1869,378,1929)
table-cell: sereno xyxy=(1255,1005,1301,1017)
table-cell: 1/4 cop. xyxy=(1255,946,1301,957)
paragraph: Anche noi riconosciamo la necessità delle più riservate cautele nella pesca. xyxy=(853,399,1071,423)
paragraph: Diamo i nomi dei membri del Consiglio superiore e delle signore ispettrici della Società, che furono eletti nell'Assemblea del giorno 30 maggio pel triennio 1880-81-82: xyxy=(853,1072,1071,1120)
paragraph: Disgrazia. — Ieri, mentre un operaio muratore era occupato a girare l'argano che serviva a tirare il materiale, in un quarto piano di una casa in costruzione in via Bonella, essendogli sfuggito il manubrio, ne riceveva un urto così violento da essere sbalzato in istrada, dove fu raccolto cadavere. xyxy=(1084,406,1302,502)
table-cell: 3/4 cop. xyxy=(1255,993,1301,1005)
paragraph: Il socio Moriggia espone i risultati di alcune sue osservazioni e esperienze « sui meccanismi dei movimenti cardiaci. » xyxy=(1314,1520,1539,1557)
paragraph: Telegrafano da Rangoon, 4, al Daily News: « Giunsero furono completamente sconfitti dai nostri soldati, sul territorio inglese. Il principe Nyoung Oke si era arreso al soprintendente di polizia, ma nella confusione riuscì a fuggire. xyxy=(391,817,609,890)
paragraph: Meneghini (relatore) e Capellini. Memoria del dottor Mario Canavari: « I Bivalvi... Strati della Aspasia nell'appennino centrale. » xyxy=(1314,1163,1539,1199)
paragraph: prof. Blaserna, già eletto socio corrispondente della Classe di scienze fisiche, matematiche e naturali. xyxy=(1314,202,1539,238)
paragraph: Il socio Tommasi Crudeli dà lettura di una Nota preventiva del professore Tizzoni, e Fiori, « sulla formazione della milza. » xyxy=(1314,1736,1539,1772)
separator xyxy=(1138,842,1247,844)
paragraph: Si accordano due congedi. xyxy=(403,1799,531,1811)
table-cell: Lecce xyxy=(1085,1041,1126,1053)
paragraph: Adunanza di procuratori. — La presidenza del Collegio dei procuratori di Roma ha pubblicato la seguente circolare: xyxy=(853,1339,1071,1374)
table-cell: Foggia xyxy=(1085,1017,1126,1029)
page-body xyxy=(157,197,1540,2323)
paragraph: E sempre il vino! — Due cugini, Villa Attilio e Salvatori Antonio, erano stati sempre in buoni termini fra loro, e ciò che non era mai avvenuto al lavoro, erano sempre insieme, e la sera si riunivano con altri compagni all'osteria, ove bevevano e giocavano. La sera del 3 gennaio del corrente anno, come al loro costume, si trovavano nell'osteria di certo Angelo Del Signore in Monte Compatri, ove pure avevano bevuto alquanti litri di vino, passarono ai fatti per una partita alla morra. Il Villa ed i suoi compagni di giuoco vinsero al Salvatori e ad un altro — poiché giocavano — una bottiglia di vino. Frattanto, per le liquidazioni già fatte, i loro cervelli si erano alterati, e fu qui che Salvatori si trovò... Il Villa, ricevuto tre colpi di coltello, mentre il Salvatori rimase leso, cadde mortalmente ferito. xyxy=(1084,1405,1302,1649)
paragraph: Il Senato approva. xyxy=(403,1375,492,1387)
section-heading-ferrovia: Ferrovia del Gottardo xyxy=(213,725,326,738)
paragraph: Il barometro è ridotto a 0° e al mare; l'altezza della stazione è di 49m,65. xyxy=(1084,1116,1302,1141)
paragraph: La libertà della pesca, in fondo però, rappresenta il corrispettivo dei vantaggi dati all'Austria. xyxy=(853,426,1071,463)
paragraph: Da esso apprendiamo che il bilancio della Società per l'anno 1879, di fronte ad una entrata di lire 92,035 45, presenta un'uscita di lire 75,393 50 cosicché si ha in ultimo un avanzo di lire 17,616 86. xyxy=(853,716,1071,777)
section-heading-piccolo-corriere: Piccolo Corriere xyxy=(877,1686,1047,1709)
paragraph: Beltrami (relatore) e Casorati. Memoria del prof. G. B. Favero: « De sequazioni differenziali parziali del secondo ordine ». » Memoria del prof. G. Ascoli: « Sulle serie trigonometriche a due variabili. » xyxy=(1314,877,1539,938)
paragraph: L'oratore espone le considerazioni che indussero la Luogotenenza a stabilire quella provincia. xyxy=(622,1412,840,1448)
paragraph: Dopo tre ore e mezzo di seduta pubblica, la Classe si unì in seduta segreta per alcuni affari d'ordine. xyxy=(1314,2288,1539,2323)
table-cell: sereno xyxy=(1255,1029,1301,1041)
paragraph: I giornali di Londra del 25 annunziano che il generale sir Linton Simmons sarà l'ufficiale incaricato di assistere unitamente all'ambasciatore inglese alla Conferenza che avrà luogo a Berlino per sciogliere la questione delle frontiere greche. xyxy=(391,726,609,799)
paragraph: Nobili Vitelleschi marchese Francesco, sopraintendente di Direzione; xyxy=(853,1152,1071,1176)
paragraph: Non sarà inutile richiamare in proposito alcuni precedenti. La Convenzione 12 marzo 1878 di Lucerna, onde mettere l'Impresa del Gottardo in condizione di compiere la sua linea principale di Immensee-Pino, aggiornava tre piccoli tratti dell'antica Convenzione del 1869, cioè quelli di Chiasso-Lugano, di Immensee-Lucerna, e di Art-Zug. Dietro la Convenzione del 1878: « la costruzione di queste linee è aggiornata insino a che la linea di Immensee-Pino sia aperta all'esercizio. » E aggiungeva: « se, nell'intervallo, la Compagnia del Gottardo si trovasse in posizione di costruire l'una o l'altra di queste linee, essa dovrà trasmettere al Consiglio federale una giustificazione finanziaria, che basi interamente intatte le risorse destinate alla linea principale Immensee-Pino. » xyxy=(160,956,378,1187)
table-cell: 1/4 cop. xyxy=(1166,957,1214,969)
table-cell: +21,1 xyxy=(1125,946,1165,957)
paragraph: Cerrulia (relatore) e Capellini. Nota del dottor A. Isoccorsato: « Sopra uno scheletro a name dell'epoca della pietra, della provincia di Roma. » xyxy=(1314,1243,1539,1292)
table-row xyxy=(1085,969,1302,981)
session-number: (11ª della Sessione) xyxy=(457,1711,544,1725)
paragraph: Presenta quindi una Nota del signor G. Terenzi, intitolata: « Il Lias superiore nel versante orientale della catena montuosa Narnese. » xyxy=(1314,1348,1539,1396)
table-cell: — xyxy=(1213,1017,1255,1029)
paragraph: Dà quindi una anticipata notizia di serie di esperienze che sta ripetendo con un apparecchio da lui immaginato per determinare in un modo assai diretto e semplice l'equivalente dinamico di una caloria. xyxy=(1314,2053,1539,2126)
separator xyxy=(907,594,1017,596)
paragraph: Comunica quindi una lettera del professore Jenkins di Londra, alla quale annunzia che, ricevendo che si prepara la nuova spedizione polare organizzata dal signor Gordon Bennett. xyxy=(1314,1468,1539,1517)
paragraph: La Corte, udita la requisitoria del P. M. e le conclusioni della difesa, condannò il Salvatori alla pena di 7 anni di reclusione. xyxy=(1084,1705,1302,1742)
table-cell: +21,1 xyxy=(1125,957,1165,969)
paragraph: « Armini Alessandro. Educazione matematica e del pensiero — Avoli Giulio. Sulla seria trigonometriche a due variabili. — Bartoli « Adolfo. Su di un apparecchio per le determinazione dell'equivalente meccanico del calore. — Le leggi della polarità galvaniche. » Sono presentate le leggi di ciascuno, per essere sottoposti al giudizio di una Commissione. xyxy=(1314,533,1539,643)
table-cell: l. mosso xyxy=(1213,946,1255,957)
paragraph: Per la nomina d'un commissario delle petizioni si procederà al ballottaggio tra l'on. Martinelli che ebbe voti 85 e l'onor Fabrizi Paolo che ne ebbe 60. xyxy=(622,429,840,479)
paragraph: PRES. proclama il risultato della votazione di ieri per la nomina d'un membro della Commissione per l'accertamento del numero dei deputati impiegati. xyxy=(622,350,840,398)
column-rule xyxy=(614,199,615,2053)
paragraph: MINGHETTI aderisce. xyxy=(634,202,743,213)
section-heading-cronaca: CRONACA GIUDIZIARIA xyxy=(1084,1265,1302,1329)
paragraph: Il mar Adriatico è caro anche a noi, come al mar Adriatico. Si studi pure una opportuna xyxy=(622,2144,840,2180)
paragraph: In questi ultimi tempi era parso agli interessati, e specialmente ai cantone di Lucerna, che la clausola della sospensione potesse rimuoversi anche pel tronco Immensee-Lucerna, dappoiché veniva esibito il prezzo per alla costruzione di esso mediante cessione di uno speciale imprestito, i cui fondi non avrebbero mai potuto confondersi coi capitali destinati alla linea principale Immensee-Pino. xyxy=(160,1281,378,1402)
paragraph: Umidità media del giorno: relativa = 51 — assoluta = 9,16. xyxy=(1084,1187,1302,1212)
table-header: Tempo mass. 3 p. xyxy=(1125,897,1165,934)
subheading-senato: SENATO DEL REGNO xyxy=(443,1065,558,1079)
book-binding xyxy=(0,0,149,2139)
paragraph: Sappiamo che S. M. la quale passava in quella strada al momento della disgrazia, ha inviato lire 400 alla vedova del povero uomo. xyxy=(1084,507,1302,543)
column-1 xyxy=(157,199,380,2053)
paragraph: Crede che i nostri pescatori dell'Adriatico possano esercitare i loro servigi alle popolazioni stesse dell'opposto lido dell'Adriatico. xyxy=(622,1845,840,1894)
paragraph: Noi dobbiamo difendere i nostri interessi prima che il governo austriaco pensi ad interrompere l'esercizio della pesca. xyxy=(622,2039,840,2075)
paragraph: Il socio Respighi presenta un catalogo di declinazioni medie pel 1875, o di 1463 stelle dell'emisfero nord, dedotte dalle osservazioni fatte nel R. Osservatorio del Campidoglio nel 1873, 1876 e parte del 1877. xyxy=(1314,1828,1539,1889)
paragraph: ciale interesse alla concessione del nuovo tronco, come scrive il Monitore delle strade ferrate, si mostrarono i più ritrosi e riservati, dubitando che la medesima potesse essere intempestiva e nocevole al più sicuro e sollecito compimento della linea principale. I delegati italiani non credevano doversi usare minore prudenza; e tutto il Consiglio, cedendo d'accordo in quest' avviso, che la questione meritasse un esame tutto speciale, e la diferì quindi ad una Commissione, che dovrà svolgerla sotto tutti gli aspetti e riferirne in altra adunanza. xyxy=(391,202,609,360)
paragraph: Presenta quindi il volume inviato dal prof. G. Sola: « L'emancipazione dei sordo-muti, » e da comunicazione di una lettera della marchesa Colbert, colla quale annunzia l'invio di un esemplare delle opere del suo avo Laplace. xyxy=(1314,242,1539,315)
column-rule xyxy=(1307,199,1308,2053)
paragraph: SPAVENTA parla per fatto personale e rettifica qualche asserzione dell'on. proponente circa alle facoltà della Luogotenenza di Napoli nello stabilire la circoscrizione della provincia di Benevento, e circa al carattere della deliberazione che nel 1861 fu presa dalla Luogotenenza, sotto la presidenza del principe di Carignano. xyxy=(622,1311,840,1407)
paragraph: Si dà lettura del processo verbale della tornata precedente, ed il sunto delle petizioni. xyxy=(391,1760,609,1796)
table-cell: +19,2 xyxy=(1125,969,1165,981)
paragraph: Morti 21 dei quali 6 sotto i sette anni. xyxy=(1096,610,1278,622)
paragraph: Il Salvatori riconciliandosi da colorò che lo trattenevano, spinta la porta aveva fatto un sfoggio di... Il Salvatori fu dichiarato colpevole di ferimento seguito da morte. xyxy=(1084,1653,1302,1702)
table-cell: +25,0 xyxy=(1125,1029,1165,1041)
paragraph: Appunto sulla domanda del cantone di Lucerna era chiamato a emettere il suo voto ultimamente il Consiglio d'amministrazione del Gottardo. xyxy=(160,1406,378,1455)
session-date: Seduta dell'8 giugno xyxy=(455,1694,546,1708)
signature-name: AGOSTINO PAGNONCELLI. xyxy=(932,1634,1066,1646)
subheading-stato-civile: Stato civile. xyxy=(1150,548,1236,564)
table-cell: 1/4 cop. xyxy=(1166,981,1214,993)
paragraph: L'oratore espone le condizioni nelle quali i pescatori italiani fanno la pesca e ricorda le disposizioni del trattato di commercio, nel quale si parla pure della pesca. xyxy=(622,1898,840,1946)
table-cell: Cagliari xyxy=(1085,1053,1126,1064)
paragraph: DEPRETIS (ministro dell'interno) crede non solo necessaria, ma urgente la riforma della legge vigente sulle Opere Pie. Ricorda i lavori della Commissione istituita per preparare quella riforma ed assicura esservi una intenzione di affrettare la presentazione di proposte al Parlamento. xyxy=(622,787,840,873)
table-cell: — xyxy=(1213,993,1255,1005)
paragraph: Ispettrici: — Calabresi Anna; Fiano (di) duchessa Giulia; Massimo duchessa Teresa; Serraggi Virginia. xyxy=(853,1298,1071,1334)
paragraph: Giunte le conclusioni della Commissione Cerralia e Trinchese, è approvata una volta e dà per inserimento, alla Memoria presentata dal socio Struever, intitolata « Sopra un nuovo insetto conservato nell'ambra di Sicilia. » xyxy=(1314,748,1539,809)
paragraph: — Nati e morti denunciati il 7 giugno 1880: xyxy=(1084,567,1302,591)
table-row xyxy=(1085,1017,1302,1029)
column-6 xyxy=(1311,199,1540,2323)
paragraph: Taramelli (relatore) e Meneghini. Memoria del dott. C. F. Parona: « Il calcare liassico di Gozzano e i suoi fossili. » xyxy=(1314,1203,1539,1239)
table-header: Stato del mare 3 p. xyxy=(1213,897,1255,934)
table-cell: Pesaro xyxy=(1085,981,1126,993)
paragraph: Rossetti (relatore) e Tarazzi. Memoria del dott. A. Bartoli: « Su di un apparecchio per la determinazione dell'equivalente meccanico del calore. » (Relazione presentata dal socio Schiaparelli). xyxy=(1314,1019,1539,1079)
